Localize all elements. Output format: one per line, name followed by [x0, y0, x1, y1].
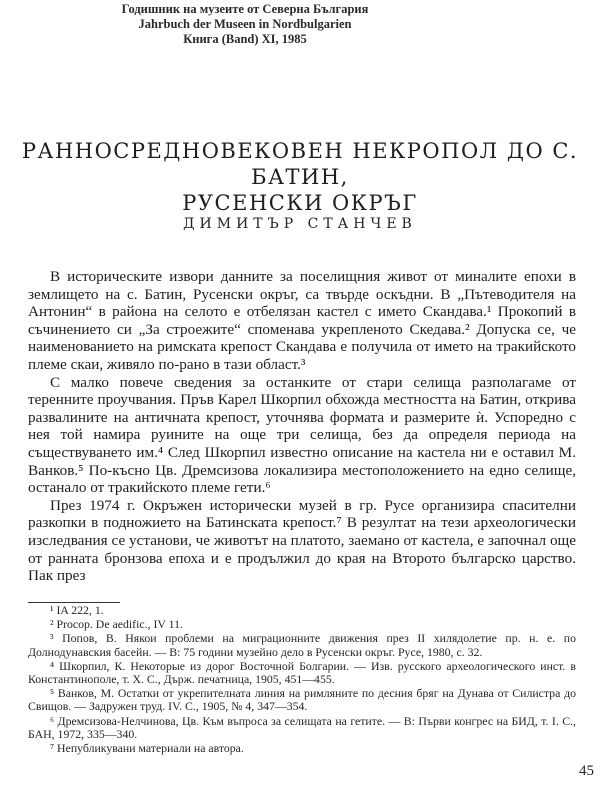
- journal-header: [120, 2, 370, 47]
- footnote: ⁴ Шкорпил, К. Некоторые из дорог Восточной Болгарии. — Изв. русского археологического инст. в Константинополе, т. Х. С., Държ. печатница, 1905, 451—455.: [28, 658, 576, 687]
- article-body: [28, 268, 576, 585]
- footnote: ⁵ Ванков, М. Остатки от укрепителната линия на римляните по десния бряг на Дунава от Силистра до Свищов. — Задружен труд. IV. С., 1905, № 4, 347—354.: [28, 686, 576, 714]
- footnote: ⁷ Непубликувани материали на автора.: [50, 741, 244, 756]
- footnotes: [28, 604, 576, 756]
- article-title-line-1: РАННОСРЕДНОВЕКОВЕН НЕКРОПОЛ ДО С. БАТИН,: [21, 139, 579, 189]
- article-title: [0, 138, 600, 216]
- journal-title-bulgarian: Годишник на музеите от Северна България: [121, 2, 369, 16]
- footnote: ³ Попов, В. Някои проблеми на миграционните движения през II хилядолетие пр. н. е. по Долнодунавския басейн. — В: 75 години музейно дело в Русенски окръг. Русе, 1980, с. 32.: [28, 631, 576, 659]
- page-number: 45: [579, 763, 594, 779]
- footnote: ¹ IA 222, 1.: [50, 603, 104, 617]
- article-title-line-2: РУСЕНСКИ ОКРЪГ: [182, 191, 418, 215]
- journal-volume: Книга (Band) XI, 1985: [183, 32, 307, 46]
- article-author: ДИМИТЪР СТАНЧЕВ: [183, 216, 417, 232]
- footnote: ² Procop. De aedific., IV 11.: [50, 617, 183, 632]
- body-paragraph: През 1974 г. Окръжен исторически музей в гр. Русе организира спасителни разкопки в подножието на Батинската крепост.⁷ В резултат на тези археологически изследвания се установи, че животът на платото, заемано от кастела, е започнал още от ранната бронзова епоха и е продължил до края на Второто българско царство. Пак през: [28, 496, 576, 585]
- body-paragraph: С малко повече сведения за останките от стари селища разполагаме от теренните проучвания. Пръв Карел Шкорпил обхожда местността на Батин, открива развалините на античната крепост, уточнява формата и размерите ѝ. Успоредно с нея той намира руините на още три селища, без да определя периода на съществуването им.⁴ След Шкорпил известно описание на кастела ни е оставил М. Ванков.⁵ По-късно Цв. Дремсизова локализира местоположението на едно селище, останало от тракийското племе гети.⁶: [28, 373, 576, 497]
- footnote: ⁶ Дремсизова-Нелчинова, Цв. Към въпроса за селищата на гетите. — В: Първи конгрес на БИД, т. I. С., БАН, 1972, 335—340.: [28, 713, 576, 741]
- journal-title-german: Jahrbuch der Museen in Nordbulgarien: [138, 17, 352, 31]
- body-paragraph: В историческите извори данните за поселищния живот от миналите епохи в землището на с. Батин, Русенски окръг, са твърде оскъдни. В „Пътеводителя на Антонин“ в района на селото е отбелязан кастел с името Скандава.¹ Прокопий в съчинението си „За строежите“ споменава укрепленото Скедава.² Допуска се, че наименованието на римската крепост Скандава е получила от името на тракийското племе скаи, живяло по-рано в тази област.³: [28, 268, 576, 373]
